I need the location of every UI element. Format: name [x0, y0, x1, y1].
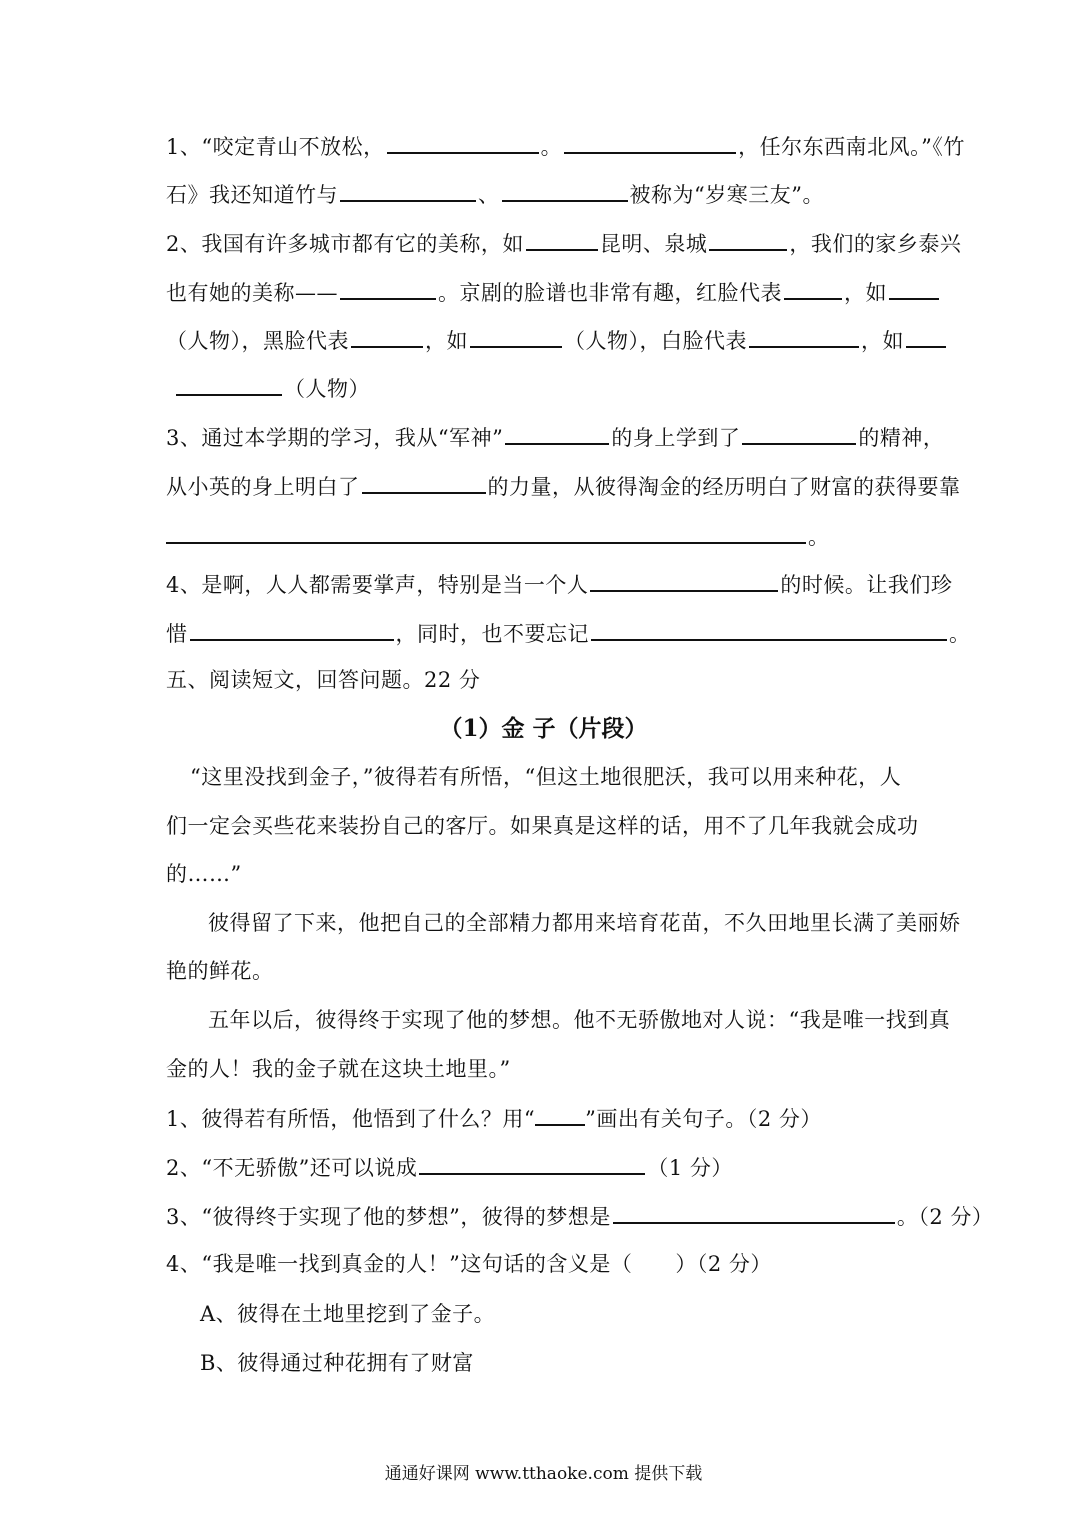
answer-blank[interactable] — [906, 324, 946, 348]
passage-line: 的……” — [166, 862, 242, 886]
text: 3、通过本学期的学习，我从“军神” — [166, 426, 504, 450]
fill-item-3-line-1 — [166, 421, 944, 453]
fill-item-4-line-2 — [166, 617, 971, 649]
answer-blank[interactable] — [340, 276, 436, 300]
answer-blank[interactable] — [362, 470, 486, 494]
fill-item-1-line-1 — [166, 130, 965, 162]
question-4: 4、“我是唯一找到真金的人！”这句话的含义是（ ）（2 分） — [166, 1252, 772, 1276]
passage-line: 五年以后，彼得终于实现了他的梦想。他不无骄傲地对人说：“我是唯一找到真 — [208, 1008, 951, 1032]
text: ，如 — [844, 281, 887, 305]
text: 。京剧的脸谱也非常有趣，红脸代表 — [438, 281, 782, 305]
footer-credit: 通通好课网 www.tthaoke.com 提供下载 — [384, 1464, 703, 1484]
answer-blank[interactable] — [564, 130, 736, 154]
text: （人物） — [284, 377, 370, 401]
text: 昆明、泉城 — [599, 232, 708, 256]
fill-item-2-line-4 — [166, 372, 370, 404]
answer-blank[interactable] — [470, 324, 562, 348]
answer-blank[interactable] — [505, 421, 609, 445]
text: 4、是啊，人人都需要掌声，特别是当一个人 — [166, 573, 589, 597]
text: 。 — [808, 525, 830, 549]
option-b[interactable]: B、彼得通过种花拥有了财富 — [200, 1351, 474, 1375]
question-3 — [166, 1200, 993, 1232]
text: 的身上学到了 — [611, 426, 741, 450]
text: 。 — [540, 135, 563, 159]
passage-line: 金的人！我的金子就在这块土地里。” — [166, 1057, 511, 1081]
text: 惜 — [166, 622, 188, 646]
text: （人物），白脸代表 — [564, 329, 747, 353]
text: 、 — [478, 183, 500, 207]
fill-item-1-line-2 — [166, 178, 824, 210]
fill-item-2-line-1 — [166, 227, 961, 259]
fill-item-2-line-3 — [166, 324, 948, 356]
text: 的精神， — [858, 426, 945, 450]
answer-blank[interactable] — [176, 372, 282, 396]
text: ，我们的家乡泰兴 — [789, 232, 962, 256]
answer-blank[interactable] — [742, 421, 856, 445]
text: 2、我国有许多城市都有它的美称，如 — [166, 232, 524, 256]
text: ”画出有关句子。（2 分） — [585, 1107, 822, 1131]
answer-blank[interactable] — [784, 276, 842, 300]
text: 也有她的美称—— — [166, 281, 338, 305]
text: 1、“咬定青山不放松， — [166, 135, 385, 159]
text: 的时候。让我们珍 — [780, 573, 953, 597]
answer-blank[interactable] — [419, 1151, 645, 1175]
underline-sample — [535, 1102, 585, 1126]
answer-blank[interactable] — [502, 178, 628, 202]
question-1 — [166, 1102, 822, 1134]
question-2 — [166, 1151, 733, 1183]
text: 2、“不无骄傲”还可以说成 — [166, 1156, 418, 1180]
text: ，如 — [861, 329, 904, 353]
text: 的力量，从彼得淘金的经历明白了财富的获得要靠 — [487, 475, 961, 499]
answer-blank[interactable] — [613, 1200, 895, 1224]
answer-blank[interactable] — [590, 568, 778, 592]
text: 。（2 分） — [896, 1205, 994, 1229]
fill-item-3-line-2 — [166, 470, 961, 502]
answer-blank[interactable] — [387, 130, 539, 154]
text: 被称为“岁寒三友”。 — [629, 183, 824, 207]
answer-blank[interactable] — [190, 617, 394, 641]
section-5-heading: 五、阅读短文，回答问题。22 分 — [166, 668, 481, 692]
answer-blank[interactable] — [526, 227, 598, 251]
passage-line: 彼得留了下来，他把自己的全部精力都用来培育花苗，不久田地里长满了美丽娇 — [208, 911, 961, 935]
text: （1 分） — [647, 1156, 733, 1180]
fill-item-2-line-2 — [166, 276, 941, 308]
answer-blank[interactable] — [709, 227, 787, 251]
text: 石》我还知道竹与 — [166, 183, 338, 207]
passage-line: 艳的鲜花。 — [166, 959, 274, 983]
text: ，如 — [425, 329, 468, 353]
fill-item-4-line-1 — [166, 568, 952, 600]
passage-line: 们一定会买些花来装扮自己的客厅。如果真是这样的话，用不了几年我就会成功 — [166, 814, 919, 838]
answer-blank[interactable] — [749, 324, 859, 348]
option-a[interactable]: A、彼得在土地里挖到了金子。 — [200, 1302, 496, 1326]
text: （人物），黑脸代表 — [166, 329, 349, 353]
text: ，任尔东西南北风。”《竹 — [738, 135, 965, 159]
text: 。 — [949, 622, 971, 646]
text: ，同时，也不要忘记 — [395, 622, 589, 646]
passage-title: （1）金 子（片段） — [439, 715, 648, 742]
text: 从小英的身上明白了 — [166, 475, 360, 499]
fill-item-3-line-3 — [166, 520, 830, 552]
text: 1、彼得若有所悟，他悟到了什么？用“ — [166, 1107, 536, 1131]
passage-line: “这里没找到金子，”彼得若有所悟，“但这土地很肥沃，我可以用来种花，人 — [190, 765, 902, 789]
answer-blank[interactable] — [591, 617, 947, 641]
answer-blank[interactable] — [889, 276, 939, 300]
text: 3、“彼得终于实现了他的梦想”，彼得的梦想是 — [166, 1205, 611, 1229]
answer-blank[interactable] — [166, 520, 806, 544]
answer-blank[interactable] — [340, 178, 476, 202]
answer-blank[interactable] — [351, 324, 423, 348]
